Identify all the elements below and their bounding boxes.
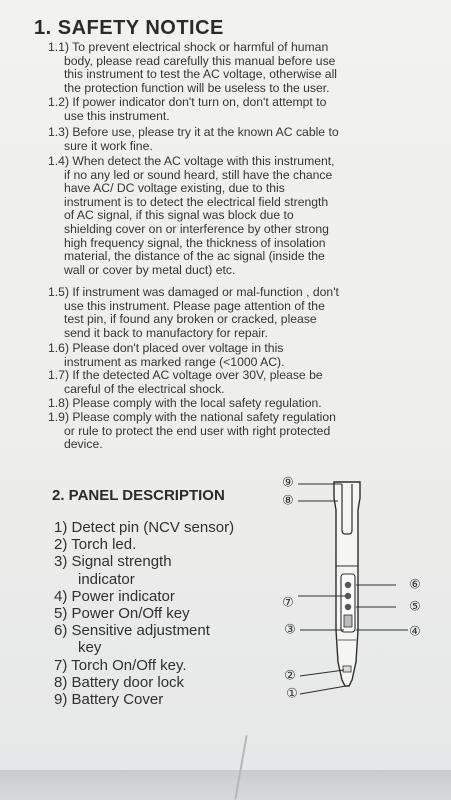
safety-item [48, 126, 428, 153]
safety-item [48, 411, 428, 452]
safety-notice-title: 1. SAFETY NOTICE [34, 17, 224, 39]
callout-6: ⑥ [409, 577, 421, 593]
panel-item-line: 2) Torch led. [54, 536, 137, 554]
safety-item [48, 155, 428, 277]
safety-item-line: 1.1) To prevent electrical shock or harmful of human [48, 40, 329, 54]
panel-item [54, 691, 234, 708]
callout-8: ⑧ [282, 493, 294, 509]
signal-indicator [344, 615, 352, 627]
panel-item [54, 622, 234, 656]
safety-item [48, 96, 428, 123]
safety-item-line: 1.4) When detect the AC voltage with this instrument, [48, 154, 335, 168]
safety-item-line: 1.9) Please comply with the national safety regulation [48, 410, 336, 424]
panel-item-line: 9) Battery Cover [54, 691, 164, 709]
panel-description-list [54, 519, 234, 708]
callout-3: ③ [284, 622, 296, 638]
safety-item-line: this instrument to test the AC voltage, otherwise all [64, 67, 337, 82]
panel-item [54, 588, 234, 605]
safety-item-line: or rule to protect the end user with right protected [64, 423, 331, 438]
safety-item-line: sure it work fine. [64, 138, 153, 153]
safety-item-line: if no any led or sound heard, still have the chance [64, 167, 333, 182]
safety-item-line: body, please read carefully this manual before use [64, 53, 336, 68]
safety-item-line: high frequency signal, the thickness of insolation [64, 235, 326, 250]
safety-item-line: shielding cover on or interference by other strong [64, 221, 329, 236]
callout-2: ② [284, 668, 296, 684]
safety-item-line: use this instrument. Please page attention of the [64, 298, 325, 313]
safety-item-line: have AC/ DC voltage existing, due to this [64, 181, 285, 196]
safety-item-line: 1.5) If instrument was damaged or mal-function , don't [48, 285, 339, 299]
panel-item [54, 674, 234, 691]
safety-item [48, 397, 428, 411]
panel-item [54, 553, 234, 587]
safety-item-line: careful of the electrical shock. [64, 381, 225, 396]
panel-item-line: 3) Signal strength [54, 553, 172, 571]
safety-item [48, 342, 428, 369]
panel-item-line: 4) Power indicator [54, 587, 175, 605]
safety-item-line: of AC signal, if this signal was block due to [64, 208, 294, 223]
pen-body [334, 482, 360, 686]
sensitive-key-icon [345, 582, 351, 588]
safety-item [48, 286, 428, 340]
callout-1: ① [286, 686, 298, 702]
panel-item-line: 7) Torch On/Off key. [54, 656, 187, 674]
table-surface [0, 770, 451, 800]
safety-item-line: 1.6) Please don't placed over voltage in this [48, 341, 284, 355]
callout-5: ⑤ [409, 599, 421, 615]
safety-item-line: use this instrument. [64, 108, 170, 123]
safety-item-line: 1.7) If the detected AC voltage over 30V, please be [48, 368, 323, 382]
safety-item [48, 41, 428, 95]
panel-item-line: 6) Sensitive adjustment [54, 622, 210, 640]
safety-item-line: device. [64, 437, 103, 452]
torch-led [343, 666, 351, 672]
panel-item-line: 1) Detect pin (NCV sensor) [54, 519, 235, 536]
safety-item-line: test pin, if found any broken or cracked, please [64, 312, 317, 327]
safety-item [48, 369, 428, 396]
safety-item-line: 1.3) Before use, please try it at the known AC cable to [48, 125, 339, 139]
safety-item-line: 1.8) Please comply with the local safety regulation. [48, 396, 322, 410]
callout-9: ⑨ [282, 475, 294, 491]
tester-pen-diagram [270, 470, 440, 710]
safety-item-line: wall or cover by metal duct) etc. [64, 262, 236, 277]
panel-item-line: key [78, 639, 102, 657]
panel-item [54, 519, 234, 536]
panel-item [54, 657, 234, 674]
power-key-icon [345, 604, 351, 610]
panel-item-line: 5) Power On/Off key [54, 605, 190, 623]
panel-item [54, 605, 234, 622]
safety-item-line: instrument is to detect the electrical field strength [64, 194, 329, 209]
callout-4: ④ [409, 624, 421, 640]
panel-item [54, 536, 234, 553]
safety-item-line: 1.2) If power indicator don't turn on, don't attempt to [48, 95, 327, 109]
safety-item-line: instrument as marked range (<1000 AC). [64, 354, 285, 369]
panel-item-line: 8) Battery door lock [54, 673, 185, 691]
safety-item-line: send it back to manufactory for repair. [64, 325, 268, 340]
safety-item-line: material, the distance of the ac signal (inside the [64, 249, 325, 264]
panel-item-line: indicator [78, 570, 135, 588]
safety-item-line: the protection function will be useless to the user. [64, 80, 330, 95]
callout-7: ⑦ [282, 595, 294, 611]
panel-description-title: 2. PANEL DESCRIPTION [52, 487, 225, 504]
